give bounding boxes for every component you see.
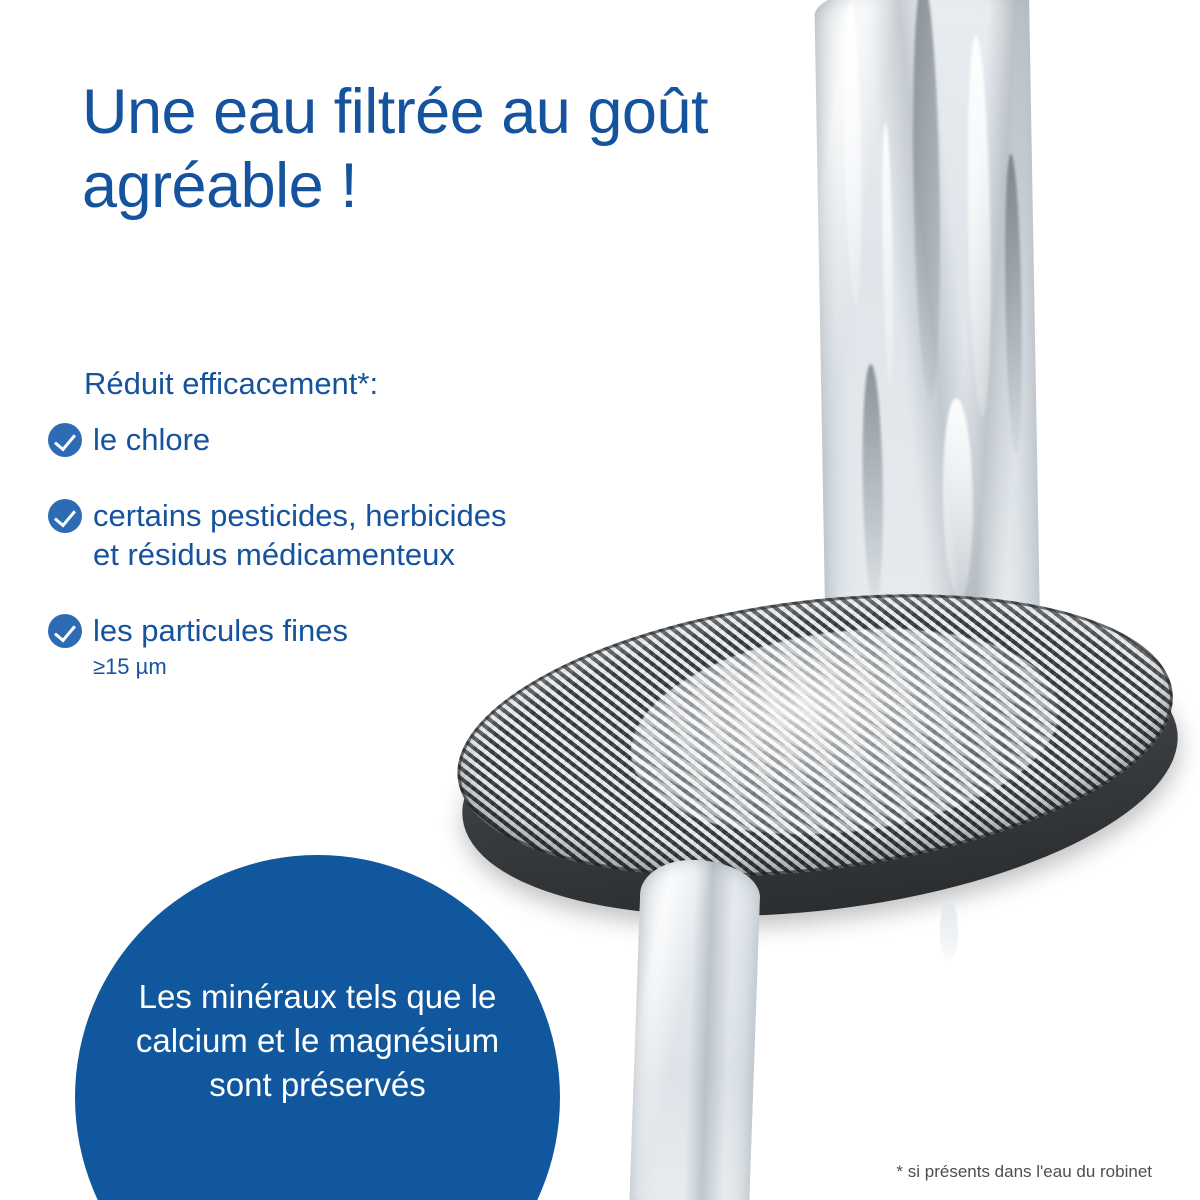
list-item-label: certains pesticides, herbicides et résidus médicamenteux [93,497,507,573]
water-stream-lower-icon [629,858,761,1200]
filter-disc-icon [441,557,1198,992]
subheading: Réduit efficacement*: [84,366,379,401]
check-icon [48,614,82,648]
list-item-label [93,609,348,681]
list-item-sub-label: ≥15 µm [93,653,167,679]
list-item [48,609,518,681]
list-item [48,494,518,575]
footnote: * si présents dans l'eau du robinet [896,1162,1152,1181]
water-drip-icon [940,900,958,960]
check-icon [48,499,82,533]
list-item-main-label: les particules fines [93,613,349,649]
list-item-label: le chlore [93,422,211,457]
page-title: Une eau filtrée au goût agréable ! [82,77,708,221]
benefits-list [48,418,518,715]
check-icon [48,423,82,457]
list-item [48,418,518,460]
minerals-callout-label: Les minéraux tels que le calcium et le magnésium sont préservés [135,978,500,1103]
